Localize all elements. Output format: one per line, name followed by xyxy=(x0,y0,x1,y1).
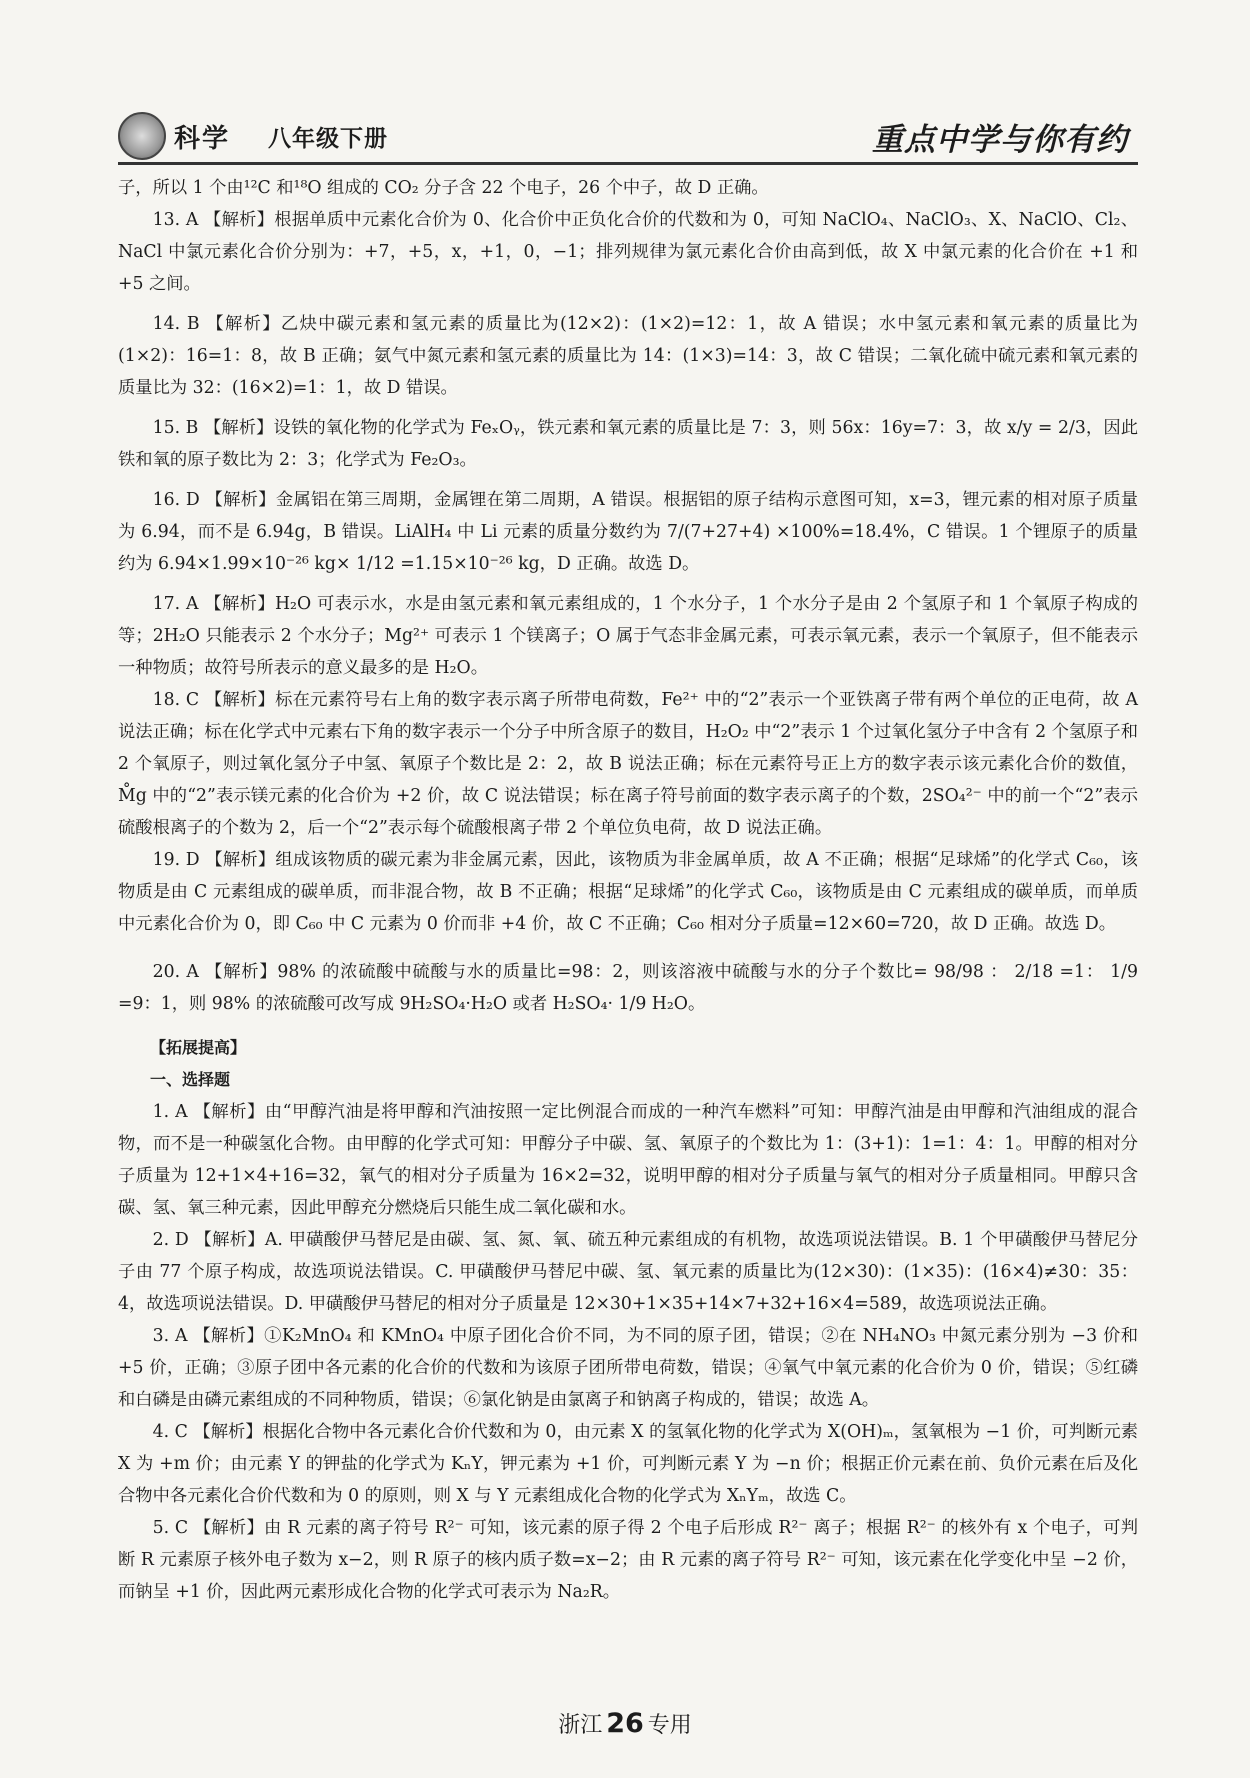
text-line: 子，所以 1 个由¹²C 和¹⁸O 组成的 CO₂ 分子含 22 个电子，26 个中子，故 D 正确。 xyxy=(118,178,769,198)
answer-15: 15. B 【解析】设铁的氧化物的化学式为 FeₓOᵧ，铁元素和氧元素的质量比是 7：3，则 56x：16y=7：3，故 x/y = 2/3，因此铁和氧的原子数比为 2：3；化学式为 Fe₂O₃。 xyxy=(118,418,1138,470)
answer-14: 14. B 【解析】乙炔中碳元素和氢元素的质量比为(12×2)：(1×2)=12：1，故 A 错误；水中氢元素和氧元素的质量比为(1×2)：16=1：8，故 B 正确；氨气中氮元素和氢元素的质量比为 14：(1×3)=14：3，故 C 错误；二氧化硫中硫元素和氧元素的质量比为 32：(16×2)=1：1，故 D 错误。 xyxy=(118,314,1138,398)
page-footer xyxy=(0,1708,1250,1739)
answer-ext-2: 2. D 【解析】A. 甲磺酸伊马替尼是由碳、氢、氮、氧、硫五种元素组成的有机物，故选项说法错误。B. 1 个甲磺酸伊马替尼分子由 77 个原子构成，故选项说法错误。C. 甲磺酸伊马替尼中碳、氢、氧元素的质量比为(12×30)：(1×35)：(16×4)≠30：35：4，故选项说法错误。D. 甲磺酸伊马替尼的相对分子质量是 12×30+1×35+14×7+32+16×4=589，故选项说法正确。 xyxy=(118,1230,1138,1314)
answer-content xyxy=(118,172,1138,1608)
footer-edition: 专用 xyxy=(647,1713,692,1738)
footer-region: 浙江 xyxy=(558,1713,603,1738)
answer-ext-4: 4. C 【解析】根据化合物中各元素化合价代数和为 0，由元素 X 的氢氧化物的化学式为 X(OH)ₘ，氢氧根为 −1 价，可判断元素 X 为 +m 价；由元素 Y 的钾盐的化学式为 KₙY，钾元素为 +1 价，可判断元素 Y 为 −n 价；根据正价元素在前、负价元素在后及化合物中各元素化合价代数和为 0 的原则，则 X 与 Y 元素组成化合物的化学式为 XₙYₘ，故选 C。 xyxy=(118,1422,1138,1506)
answer-17: 17. A 【解析】H₂O 可表示水，水是由氢元素和氧元素组成的，1 个水分子，1 个水分子是由 2 个氢原子和 1 个氧原子构成的等；2H₂O 只能表示 2 个水分子；Mg²⁺ 可表示 1 个镁离子；O 属于气态非金属元素，可表示氧元素，表示一个氧原子，但不能表示一种物质；故符号所表示的意义最多的是 H₂O。 xyxy=(118,594,1138,678)
page-header xyxy=(118,108,1138,164)
answer-16: 16. D 【解析】金属铝在第三周期，金属锂在第二周期，A 错误。根据铝的原子结构示意图可知，x=3，锂元素的相对原子质量为 6.94，而不是 6.94g，B 错误。LiAlH₄ 中 Li 元素的质量分数约为 7/(7+27+4) ×100%=18.4%，C 错误。1 个锂原子的质量约为 6.94×1.99×10⁻²⁶ kg× 1/12 =1.15×10⁻²⁶ kg，D 正确。故选 D。 xyxy=(118,490,1138,574)
answer-19: 19. D 【解析】组成该物质的碳元素为非金属元素，因此，该物质为非金属单质，故 A 不正确；根据“足球烯”的化学式 C₆₀，该物质是由 C 元素组成的碳单质，而非混合物，故 B 不正确；根据“足球烯”的化学式 C₆₀，该物质是由 C 元素组成的碳单质，而单质中元素化合价为 0，即 C₆₀ 中 C 元素为 0 价而非 +4 价，故 C 不正确；C₆₀ 相对分子质量=12×60=720，故 D 正确。故选 D。 xyxy=(118,850,1138,934)
brand-title: 重点中学与你有约 xyxy=(872,122,1128,158)
page-number: 26 xyxy=(606,1708,644,1739)
answer-ext-5: 5. C 【解析】由 R 元素的离子符号 R²⁻ 可知，该元素的原子得 2 个电子后形成 R²⁻ 离子；根据 R²⁻ 的核外有 x 个电子，可判断 R 元素原子核外电子数为 x−2，则 R 原子的核内质子数=x−2；由 R 元素的离子符号 R²⁻ 可知，该元素在化学变化中呈 −2 价，而钠呈 +1 价，因此两元素形成化合物的化学式可表示为 Na₂R。 xyxy=(118,1518,1138,1602)
answer-13: 13. A 【解析】根据单质中元素化合价为 0、化合价中正负化合价的代数和为 0，可知 NaClO₄、NaClO₃、X、NaClO、Cl₂、NaCl 中氯元素化合价分别为：+7，+5，x，+1，0，−1；排列规律为氯元素化合价由高到低，故 X 中氯元素的化合价在 +1 和 +5 之间。 xyxy=(118,210,1138,294)
answer-20: 20. A 【解析】98% 的浓硫酸中硫酸与水的质量比=98：2，则该溶液中硫酸与水的分子个数比= 98/98 ： 2/18 =1： 1/9 =9：1，则 98% 的浓硫酸可改写成 9H₂SO₄·H₂O 或者 H₂SO₄· 1/9 H₂O。 xyxy=(118,962,1138,1014)
header-divider xyxy=(118,162,1138,165)
school-seal-icon xyxy=(118,112,166,160)
answer-18: 18. C 【解析】标在元素符号右上角的数字表示离子所带电荷数，Fe²⁺ 中的“2”表示一个亚铁离子带有两个单位的正电荷，故 A 说法正确；标在化学式中元素右下角的数字表示一个分子中所含原子的数目，H₂O₂ 中“2”表示 1 个过氧化氢分子中含有 2 个氢原子和 2 个氧原子，则过氧化氢分子中氢、氧原子个数比是 2：2，故 B 说法正确；标在元素符号正上方的数字表示该元素化合价的数值，M̊g 中的“2”表示镁元素的化合价为 +2 价，故 C 说法错误；标在离子符号前面的数字表示离子的个数，2SO₄²⁻ 中的前一个“2”表示硫酸根离子的个数为 2，后一个“2”表示每个硫酸根离子带 2 个单位负电荷，故 D 说法正确。 xyxy=(118,690,1138,838)
answer-ext-1: 1. A 【解析】由“甲醇汽油是将甲醇和汽油按照一定比例混合而成的一种汽车燃料”可知：甲醇汽油是由甲醇和汽油组成的混合物，而不是一种碳氢化合物。由甲醇的化学式可知：甲醇分子中碳、氢、氧原子的个数比为 1：(3+1)：1=1：4：1。甲醇的相对分子质量为 12+1×4+16=32，氧气的相对分子质量为 16×2=32，说明甲醇的相对分子质量与氧气的相对分子质量相同。甲醇只含碳、氢、氧三种元素，因此甲醇充分燃烧后只能生成二氧化碳和水。 xyxy=(118,1102,1138,1218)
section-subtitle: 一、选择题 xyxy=(150,1070,231,1089)
grade-label: 八年级下册 xyxy=(268,126,388,152)
section-title: 【拓展提高】 xyxy=(150,1038,247,1057)
answer-ext-3: 3. A 【解析】①K₂MnO₄ 和 KMnO₄ 中原子团化合价不同，为不同的原子团，错误；②在 NH₄NO₃ 中氮元素分别为 −3 价和 +5 价，正确；③原子团中各元素的化合价的代数和为该原子团所带电荷数，错误；④氧气中氧元素的化合价为 0 价，错误；⑤红磷和白磷是由磷元素组成的不同种物质，错误；⑥氯化钠是由氯离子和钠离子构成的，错误；故选 A。 xyxy=(118,1326,1138,1410)
subject-label: 科学 xyxy=(174,124,231,154)
